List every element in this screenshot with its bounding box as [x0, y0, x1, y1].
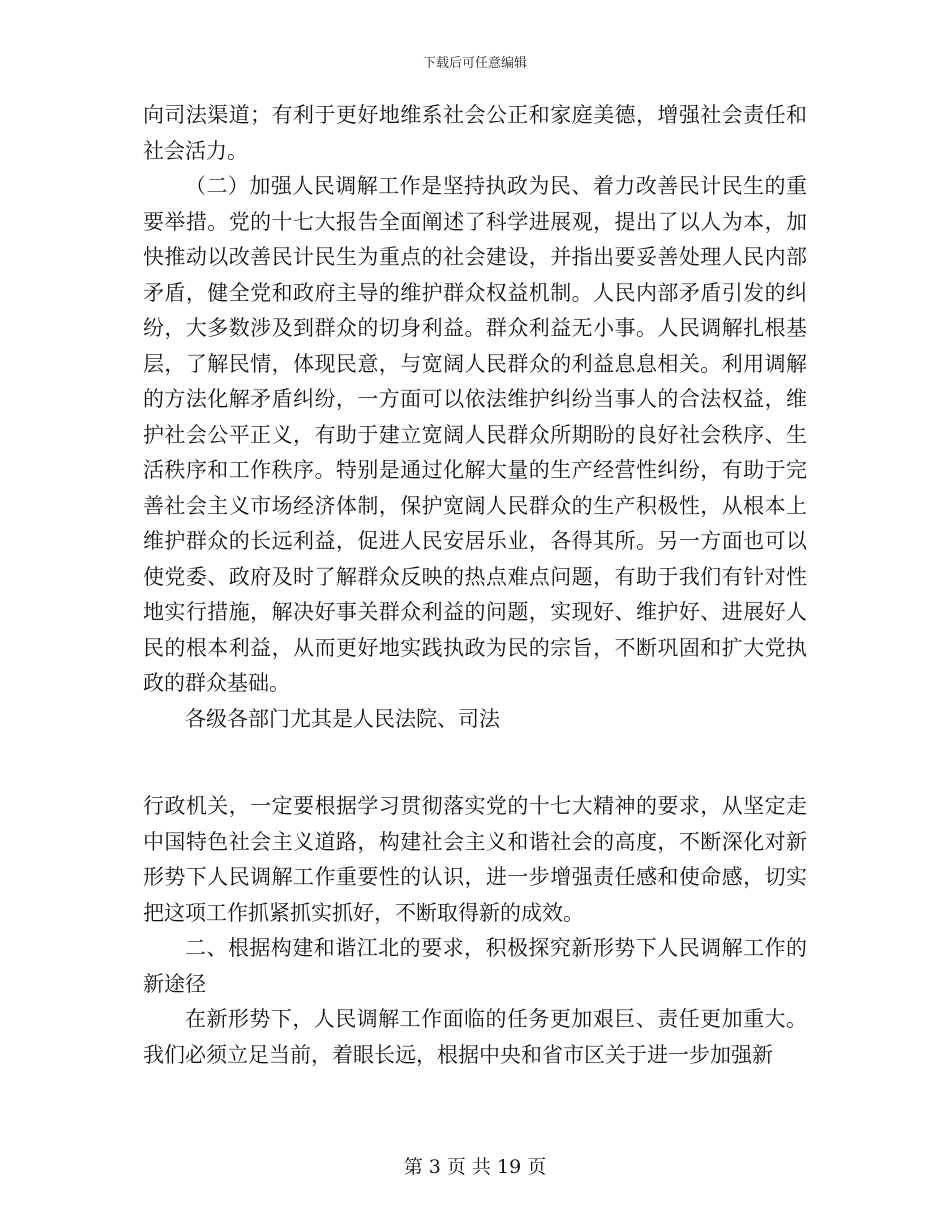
page-header: 下载后可任意编辑	[422, 56, 527, 71]
document-body	[143, 98, 807, 1073]
paragraph-4: 行政机关，一定要根据学习贯彻落实党的十七大精神的要求，从坚定走中国特色社会主义道路，构建社会主义和谐社会的高度，不断深化对新形势下人民调解工作重要性的认识，进一步增强责任感和使命感，切实把这项工作抓紧抓实抓好，不断取得新的成效。	[143, 794, 807, 925]
paragraph-gap	[143, 737, 807, 789]
paragraph-5: 在新形势下，人民调解工作面临的任务更加艰巨、责任更加重大。我们必须立足当前，着眼长远，根据中央和省市区关于进一步加强新	[143, 1007, 807, 1067]
paragraph-2: （二）加强人民调解工作是坚持执政为民、着力改善民计民生的重要举措。党的十七大报告全面阐述了科学进展观，提出了以人为本，加快推动以改善民计民生为重点的社会建设，并指出要妥善处理人民内部矛盾，健全党和政府主导的维护群众权益机制。人民内部矛盾引发的纠纷，大多数涉及到群众的切身利益。群众利益无小事。人民调解扎根基层，了解民情，体现民意，与宽阔人民群众的利益息息相关。利用调解的方法化解矛盾纠纷，一方面可以依法维护纠纷当事人的合法权益，维护社会公平正义，有助于建立宽阔人民群众所期盼的良好社会秩序、生活秩序和工作秩序。特别是通过化解大量的生产经营性纠纷，有助于完善社会主义市场经济体制，保护宽阔人民群众的生产积极性，从根本上维护群众的长远利益，促进人民安居乐业，各得其所。另一方面也可以使党委、政府及时了解群众反映的热点难点问题，有助于我们有针对性地实行措施，解决好事关群众利益的问题，实现好、维护好、进展好人民的根本利益，从而更好地实践执政为民的宗旨，不断巩固和扩大党执政的群众基础。	[143, 174, 807, 695]
paragraph-3: 各级各部门尤其是人民法院、司法	[185, 706, 500, 731]
page-footer: 第 3 页 共 19 页	[403, 1156, 547, 1178]
paragraph-1: 向司法渠道；有利于更好地维系社会公正和家庭美德，增强社会责任和社会活力。	[143, 103, 807, 163]
section-heading: 二、根据构建和谐江北的要求，积极探究新形势下人民调解工作的新途径	[143, 936, 807, 996]
